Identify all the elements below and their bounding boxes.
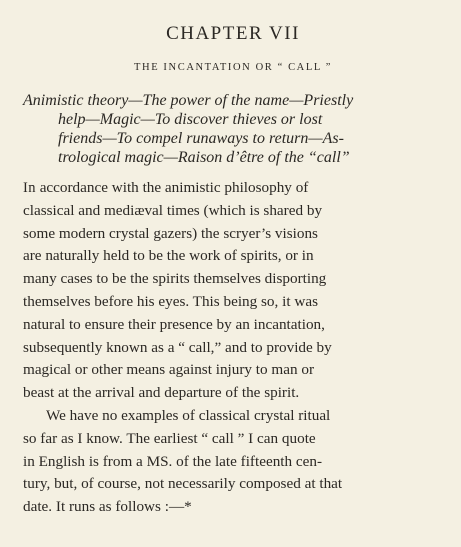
synopsis-line: trological magic—Raison d’être of the “call” bbox=[58, 149, 350, 166]
paragraph-line: tury, but, of course, not necessarily composed at that bbox=[23, 475, 343, 493]
paragraph-line: themselves before his eyes. This being so, it was bbox=[23, 292, 318, 310]
paragraph bbox=[23, 405, 443, 519]
paragraph-line: some modern crystal gazers) the scryer’s visions bbox=[23, 224, 318, 242]
paragraph-line: many cases to be the spirits themselves disporting bbox=[23, 270, 327, 288]
paragraph-line: subsequently known as a “ call,” and to provide by bbox=[23, 338, 332, 356]
paragraph-line: date. It runs as follows :—* bbox=[23, 498, 192, 516]
paragraph-line: in English is from a MS. of the late fifteenth cen- bbox=[23, 452, 323, 470]
paragraph-line: In accordance with the animistic philosophy of bbox=[23, 179, 309, 196]
paragraph-line: beast at the arrival and departure of the spirit. bbox=[23, 384, 300, 402]
chapter-subtitle: THE INCANTATION OR “ CALL ” bbox=[134, 62, 332, 73]
chapter-synopsis bbox=[23, 91, 443, 167]
paragraph-line: magical or other means against injury to man or bbox=[23, 361, 315, 379]
paragraph-line: are naturally held to be the work of spirits, or in bbox=[23, 247, 314, 265]
paragraph bbox=[23, 177, 443, 405]
paragraph-line: natural to ensure their presence by an incantation, bbox=[23, 315, 325, 333]
chapter-heading: CHAPTER VII bbox=[166, 23, 300, 44]
synopsis-line: friends—To compel runaways to return—As- bbox=[58, 130, 344, 147]
synopsis-line: help—Magic—To discover thieves or lost bbox=[58, 111, 323, 128]
paragraph-line: so far as I know. The earliest “ call ” I can quote bbox=[23, 429, 316, 447]
synopsis-line: Animistic theory—The power of the name—Priestly bbox=[23, 92, 354, 109]
body-text bbox=[23, 177, 443, 519]
initial-word: In bbox=[23, 180, 36, 196]
paragraph-line: We have no examples of classical crystal ritual bbox=[46, 406, 331, 424]
paragraph-line: classical and mediæval times (which is shared by bbox=[23, 201, 323, 219]
